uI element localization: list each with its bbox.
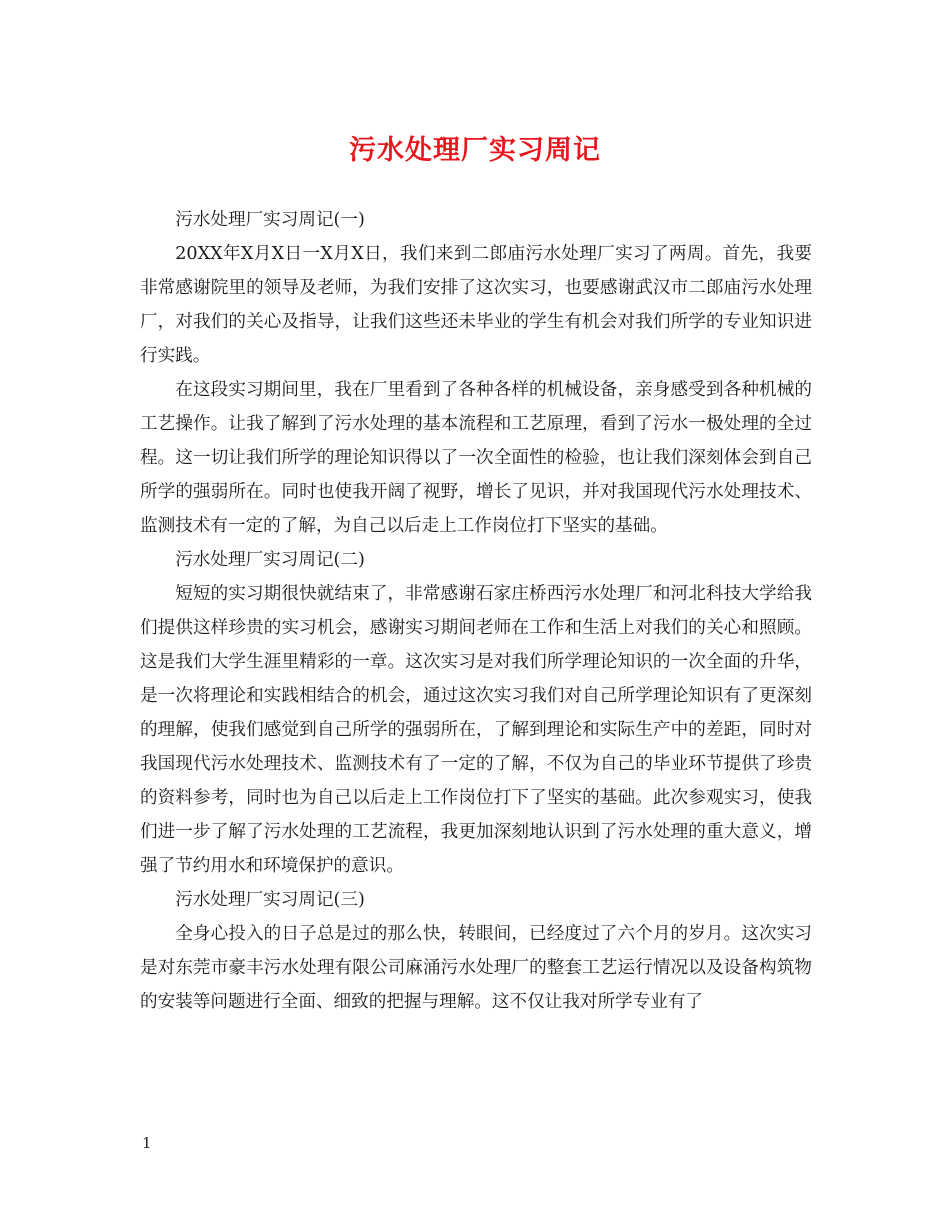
page-number: 1	[142, 1134, 152, 1152]
paragraph: 全身心投入的日子总是过的那么快，转眼间，已经度过了六个月的岁月。这次实习是对东莞市豪丰污水处理有限公司麻涌污水处理厂的整套工艺运行情况以及设备构筑物的安装等问题进行全面、细致的把握与理解。这不仅让我对所学专业有了	[140, 924, 812, 1012]
section-heading-1: 污水处理厂实习周记(一)	[175, 210, 365, 230]
paragraph: 在这段实习期间里，我在厂里看到了各种各样的机械设备，亲身感受到各种机械的工艺操作。让我了解到了污水处理的基本流程和工艺原理，看到了污水一极处理的全过程。这一切让我们所学的理论知识得以了一次全面性的检验，也让我们深刻体会到自己所学的强弱所在。同时也使我开阔了视野，增长了见识，并对我国现代污水处理技术、监测技术有一定的了解，为自己以后走上工作岗位打下坚实的基础。	[140, 380, 812, 536]
paragraph: 20XX年X月X日一X月X日，我们来到二郎庙污水处理厂实习了两周。首先，我要非常感谢院里的领导及老师，为我们安排了这次实习，也要感谢武汉市二郎庙污水处理厂，对我们的关心及指导，让我们这些还未毕业的学生有机会对我们所学的专业知识进行实践。	[140, 244, 812, 366]
document-body	[140, 203, 812, 1019]
page-title: 污水处理厂实习周记	[349, 135, 601, 166]
paragraph: 短短的实习期很快就结束了，非常感谢石家庄桥西污水处理厂和河北科技大学给我们提供这样珍贵的实习机会，感谢实习期间老师在工作和生活上对我们的关心和照顾。这是我们大学生涯里精彩的一章。这次实习是对我们所学理论知识的一次全面的升华，是一次将理论和实践相结合的机会，通过这次实习我们对自己所学理论知识有了更深刻的理解，使我们感觉到自己所学的强弱所在，了解到理论和实际生产中的差距，同时对我国现代污水处理技术、监测技术有了一定的了解，不仅为自己的毕业环节提供了珍贵的资料参考，同时也为自己以后走上工作岗位打下了坚实的基础。此次参观实习，使我们进一步了解了污水处理的工艺流程，我更加深刻地认识到了污水处理的重大意义，增强了节约用水和环境保护的意识。	[140, 584, 812, 876]
section-heading-3: 污水处理厂实习周记(三)	[175, 890, 365, 910]
section-heading-2: 污水处理厂实习周记(二)	[175, 550, 365, 570]
